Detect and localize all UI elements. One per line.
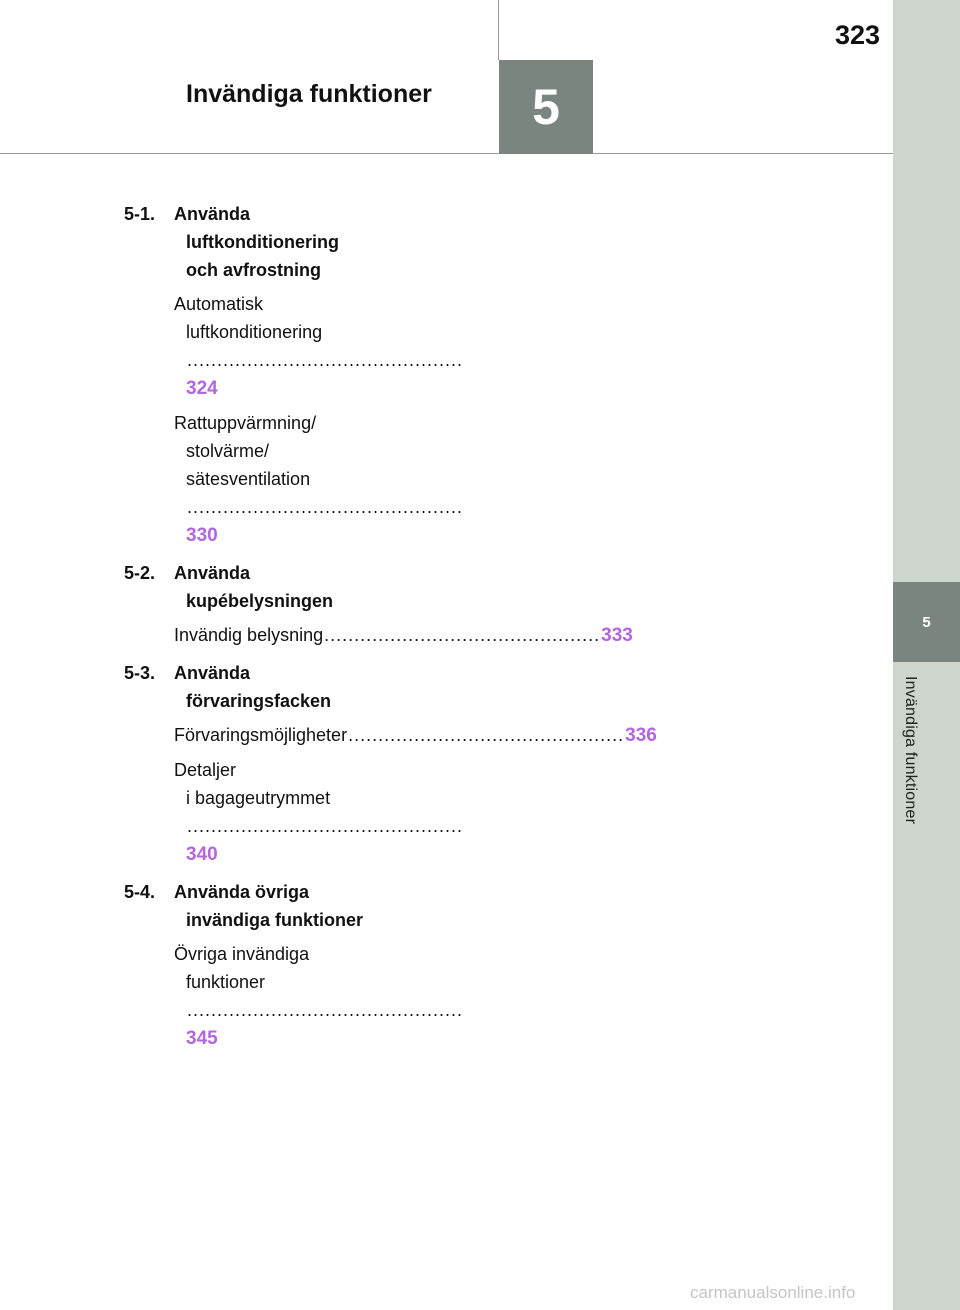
entry-text: i bagageutrymmet (186, 788, 331, 808)
entry-text: Rattuppvärmning/ (174, 413, 317, 433)
section-title-line: Använda (174, 663, 251, 683)
leader-dots: .............................................. (187, 1000, 464, 1020)
toc-entry[interactable] (124, 621, 633, 650)
section-heading[interactable] (124, 659, 464, 715)
entry-dotline (174, 318, 464, 403)
entry-text: Förvaringsmöjligheter (174, 725, 348, 745)
page-reference[interactable]: 340 (186, 844, 218, 865)
section-heading[interactable] (124, 200, 464, 284)
watermark: carmanualsonline.info (690, 1283, 856, 1302)
entry-text: Övriga invändiga (174, 944, 310, 964)
page-number: 323 (834, 20, 880, 50)
entry-dotline (174, 721, 657, 750)
section-title-line: invändiga funktioner (186, 910, 364, 930)
section-number: 5-3. (124, 663, 156, 683)
entry-dotline (174, 621, 633, 650)
leader-dots: .............................................. (187, 497, 464, 517)
page-reference[interactable]: 330 (186, 525, 218, 546)
side-chapter-label: Invändiga funktioner (902, 676, 919, 825)
table-of-contents (124, 200, 657, 1062)
chapter-number: 5 (532, 79, 560, 135)
toc-entry[interactable] (124, 940, 464, 1053)
section-title-line: luftkonditionering (186, 232, 339, 252)
entry-text: stolvärme/ (186, 441, 270, 461)
chapter-title: Invändiga funktioner (186, 80, 432, 108)
entry-dotline (174, 465, 464, 550)
section-title-line: kupébelysningen (186, 591, 334, 611)
leader-dots: .............................................. (187, 816, 464, 836)
section-title-line: förvaringsfacken (186, 691, 332, 711)
leader-dots: .............................................. (187, 350, 464, 370)
page-reference[interactable]: 345 (186, 1028, 218, 1049)
page-reference[interactable]: 336 (625, 725, 657, 746)
section-title-line: och avfrostning (186, 260, 322, 280)
section-number: 5-2. (124, 563, 156, 583)
section-heading[interactable] (124, 559, 464, 615)
toc-section (124, 559, 633, 650)
entry-text: Invändig belysning (174, 625, 324, 645)
entry-text: sätesventilation (186, 469, 311, 489)
entry-dotline (174, 968, 464, 1053)
toc-entry[interactable] (124, 290, 464, 403)
entry-dotline (174, 784, 464, 869)
page-reference[interactable]: 324 (186, 378, 218, 399)
section-number: 5-1. (124, 204, 156, 224)
toc-section (124, 200, 464, 550)
toc-entry[interactable] (124, 721, 657, 750)
header-divider (0, 153, 893, 154)
leader-dots: .............................................. (348, 725, 625, 745)
side-tab-number: 5 (922, 613, 931, 631)
section-title-line: Använda (174, 204, 251, 224)
entry-text: funktioner (186, 972, 266, 992)
section-number: 5-4. (124, 882, 156, 902)
entry-text: luftkonditionering (186, 322, 323, 342)
toc-entry[interactable] (124, 409, 464, 550)
leader-dots: .............................................. (324, 625, 601, 645)
side-chapter-tab[interactable] (893, 582, 960, 662)
section-title-line: Använda övriga (174, 882, 310, 902)
page-reference[interactable]: 333 (601, 625, 633, 646)
section-title-line: Använda (174, 563, 251, 583)
entry-text: Detaljer (174, 760, 237, 780)
section-heading[interactable] (124, 878, 464, 934)
chapter-number-box (499, 60, 593, 154)
toc-section (124, 659, 657, 869)
header-divider-vertical (498, 0, 499, 60)
toc-section (124, 878, 464, 1053)
toc-entry[interactable] (124, 756, 464, 869)
entry-text: Automatisk (174, 294, 264, 314)
